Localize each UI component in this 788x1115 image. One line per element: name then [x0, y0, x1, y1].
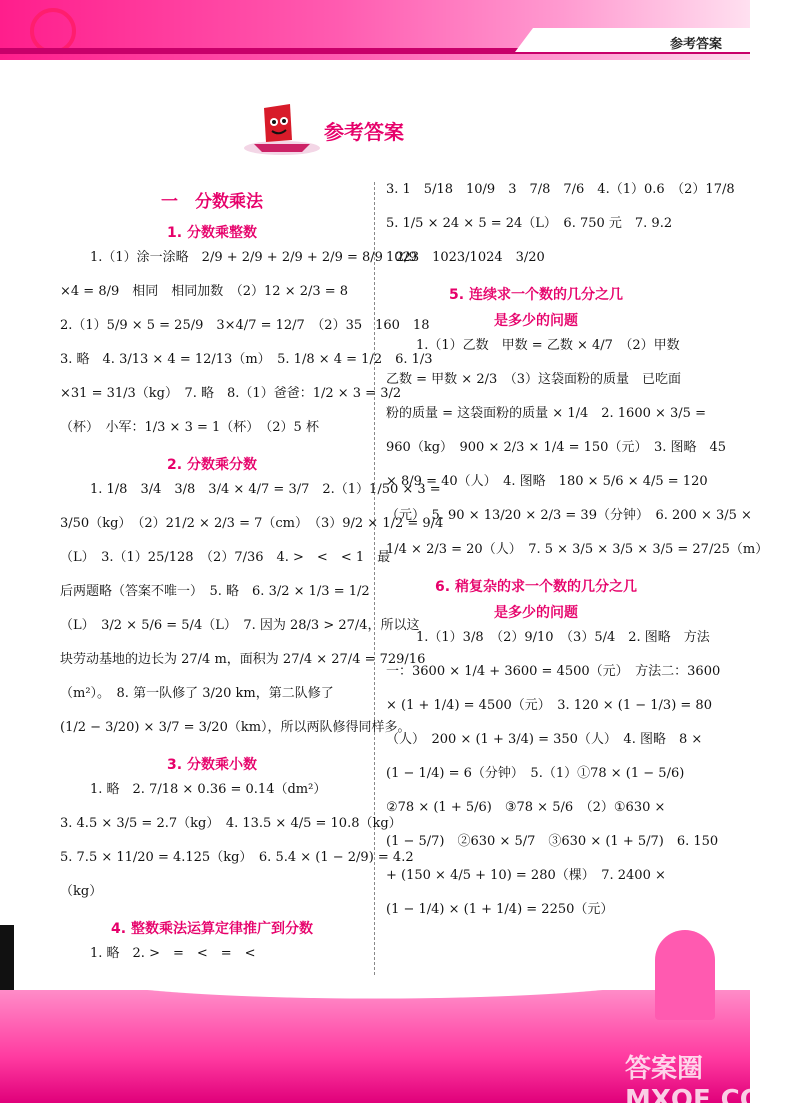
answer-line: （kg）: [60, 884, 103, 899]
footer-wave: [0, 975, 750, 1005]
answer-line: 一：3600 × 1/4 + 3600 = 4500（元） 方法二：3600: [386, 664, 721, 679]
answer-line: 1.（1）乙数 甲数 = 乙数 × 4/7 （2）甲数: [416, 338, 680, 353]
answer-line: （L） 3/2 × 5/6 = 5/4（L） 7. 因为 28/3 > 27/4，所以这: [60, 618, 420, 633]
section-heading: 4. 整数乘法运算定律推广到分数: [111, 921, 313, 937]
answer-line: 3. 略 4. 3/13 × 4 = 12/13（m） 5. 1/8 × 4 = 1/2 6. 1/3: [60, 352, 433, 367]
answer-line: （人） 200 × (1 + 3/4) = 350（人） 4. 图略 8 ×: [386, 732, 703, 747]
right-column: [386, 182, 769, 936]
answer-line: （杯） 小军：1/3 × 3 = 1（杯） （2）5 杯: [60, 420, 319, 435]
header-label: 参考答案: [669, 37, 722, 52]
answer-line: 粉的质量 = 这袋面粉的质量 × 1/4 2. 1600 × 3/5 =: [386, 406, 706, 421]
answer-line: 1. 1/8 3/4 3/8 3/4 × 4/7 = 3/7 2.（1）1/50 × 3 =: [90, 482, 441, 497]
chapter-heading: 一 分数乘法: [161, 192, 263, 212]
answer-line: × (1 + 1/4) = 4500（元） 3. 120 × (1 − 1/3) = 80: [386, 698, 712, 713]
answer-line: (1 − 1/4) × (1 + 1/4) = 2250（元）: [386, 902, 614, 917]
answer-line: 1/4 × 2/3 = 20（人） 7. 5 × 3/5 × 3/5 × 3/5 = 27/25（m）: [386, 542, 769, 557]
answer-line: ×31 = 31/3（kg） 7. 略 8.（1）爸爸：1/2 × 3 = 3/2: [60, 386, 402, 401]
section-heading-cont: 是多少的问题: [494, 605, 578, 621]
section-heading: 6. 稍复杂的求一个数的几分之几: [435, 579, 637, 595]
section-heading: 3. 分数乘小数: [167, 757, 257, 773]
column-divider: [374, 182, 375, 990]
answer-line: 乙数 = 甲数 × 2/3 （3）这袋面粉的质量 已吃面: [386, 372, 682, 387]
answer-line: （元） 5. 90 × 13/20 × 2/3 = 39（分钟） 6. 200 × 3/5 ×: [386, 508, 752, 523]
answer-line: 1.（1）3/8 （2）9/10 （3）5/4 2. 图略 方法: [416, 630, 710, 645]
answer-line: 3. 4.5 × 3/5 = 2.7（kg） 4. 13.5 × 4/5 = 10.8（kg）: [60, 816, 402, 831]
answer-line: 3. 1 5/18 10/9 3 7/8 7/6 4.（1）0.6 （2）17/8: [386, 182, 735, 197]
answer-line: ×4 = 8/9 相同 相同加数 （2）12 × 2/3 = 8: [60, 284, 349, 299]
section-heading: 1. 分数乘整数: [167, 225, 257, 241]
answer-line: 块劳动基地的边长为 27/4 m，面积为 27/4 × 27/4 = 729/16: [60, 652, 426, 667]
answer-line: 1. 略 2. 7/18 × 0.36 = 0.14（dm²）: [90, 782, 327, 797]
answer-line: 3/50（kg） （2）21/2 × 2/3 = 7（cm） （3）9/2 × 1/2 = 9/4: [60, 516, 444, 531]
answer-line: 5. 1/5 × 24 × 5 = 24（L） 6. 750 元 7. 9.2: [386, 216, 673, 231]
watermark: 答案圈 MXQE.COM: [625, 1054, 788, 1115]
answer-line: （m²）。 8. 第一队修了 3/20 km，第二队修了: [60, 686, 334, 701]
answer-line: 后两题略（答案不唯一） 5. 略 6. 3/2 × 1/3 = 1/2: [60, 584, 370, 599]
answer-line: 5. 7.5 × 11/20 = 4.125（kg） 6. 5.4 × (1 − 2/9) = 4.2: [60, 850, 414, 865]
answer-line: 1023 1023/1024 3/20: [386, 250, 545, 265]
left-column: [60, 185, 444, 980]
answer-line: 2.（1）5/9 × 5 = 25/9 3×4/7 = 12/7 （2）35 160 18: [60, 318, 430, 333]
answer-line: 1. 略 2. > = < = <: [90, 946, 256, 961]
sailboat-logo-icon: [232, 100, 322, 158]
answer-line: 1.（1）涂一涂略 2/9 + 2/9 + 2/9 + 2/9 = 8/9 2/9: [90, 250, 417, 265]
answer-line: ②78 × (1 + 5/6) ③78 × 5/6 （2）①630 ×: [386, 800, 666, 815]
castle-icon: [655, 930, 715, 1020]
answer-line: (1 − 5/7) ②630 × 5/7 ③630 × (1 + 5/7) 6. 150: [386, 834, 719, 849]
answer-line: (1 − 1/4) = 6（分钟） 5.（1）①78 × (1 − 5/6): [386, 766, 685, 781]
page-title: 参考答案: [324, 120, 404, 144]
answer-line: (1/2 − 3/20) × 3/7 = 3/20（km），所以两队修得同样多。: [60, 720, 411, 735]
answer-line: （L） 3.（1）25/128 （2）7/36 4. > < < 1 最: [60, 550, 391, 565]
section-heading: 2. 分数乘分数: [167, 457, 257, 473]
answer-line: × 8/9 = 40（人） 4. 图略 180 × 5/6 × 4/5 = 120: [386, 474, 708, 489]
answer-line: + (150 × 4/5 + 10) = 280（棵） 7. 2400 ×: [386, 868, 666, 883]
answer-line: 960（kg） 900 × 2/3 × 1/4 = 150（元） 3. 图略 45: [386, 440, 727, 455]
section-heading: 5. 连续求一个数的几分之几: [449, 287, 623, 303]
section-heading-cont: 是多少的问题: [494, 313, 578, 329]
